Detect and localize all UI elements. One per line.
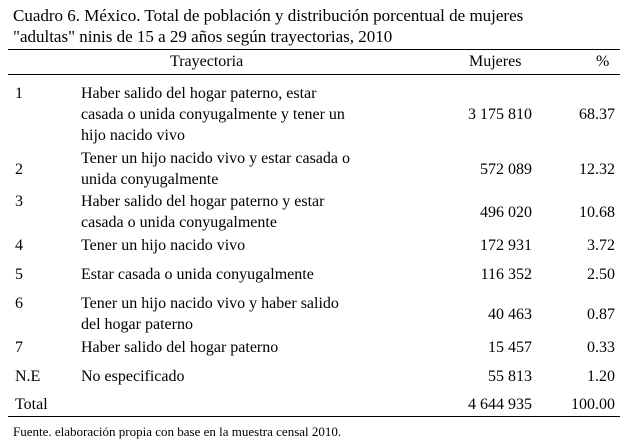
row-ne-number: N.E (15, 368, 41, 385)
table-caption (13, 5, 617, 47)
table-top-rule (8, 49, 620, 50)
caption-line-1: Cuadro 6. México. Total de población y distribución porcentual de mujeres (13, 6, 524, 25)
row-4-trayectoria-line-1: Tener un hijo nacido vivo (81, 237, 246, 254)
row-5-percent: 2.50 (587, 266, 615, 283)
total-label: Total (15, 396, 48, 413)
row-2-percent: 12.32 (579, 161, 615, 178)
row-5-mujeres: 116 352 (480, 266, 532, 283)
row-2-trayectoria-line-2: unida conyugalmente (81, 171, 219, 188)
table-header-rule (8, 74, 620, 75)
row-ne-percent: 1.20 (587, 368, 615, 385)
row-3-number: 3 (15, 193, 23, 210)
row-7-trayectoria-line-1: Haber salido del hogar paterno (81, 339, 279, 356)
row-7-mujeres: 15 457 (488, 339, 532, 356)
row-1-trayectoria-line-2: casada o unida conyugalmente y tener un (81, 106, 345, 123)
row-ne-trayectoria-line-1: No especificado (81, 368, 185, 385)
row-2-mujeres: 572 089 (480, 161, 532, 178)
row-6-number: 6 (15, 295, 23, 312)
row-5-trayectoria-line-1: Estar casada o unida conyugalmente (81, 266, 314, 283)
row-1-number: 1 (15, 85, 23, 102)
row-7-percent: 0.33 (587, 339, 615, 356)
row-1-percent: 68.37 (579, 106, 615, 123)
row-3-trayectoria-line-1: Haber salido del hogar paterno y estar (81, 193, 325, 210)
column-header-mujeres: Mujeres (469, 53, 522, 70)
row-6-trayectoria-line-2: del hogar paterno (81, 316, 193, 333)
column-header-trayectoria: Trayectoria (170, 53, 244, 70)
row-4-mujeres: 172 931 (480, 237, 532, 254)
column-header-percent: % (596, 53, 610, 70)
row-1-trayectoria-line-1: Haber salido del hogar paterno, estar (81, 85, 317, 102)
row-6-percent: 0.87 (587, 306, 615, 323)
row-7-number: 7 (15, 339, 23, 356)
row-3-trayectoria-line-2: casada o unida conyugalmente (81, 214, 277, 231)
row-2-trayectoria-line-1: Tener un hijo nacido vivo y estar casada o (81, 150, 351, 167)
row-1-trayectoria-line-3: hijo nacido vivo (81, 127, 185, 144)
total-percent: 100.00 (571, 396, 615, 413)
table-source-note: Fuente. elaboración propia con base en la muestra censal 2010. (13, 424, 342, 439)
table-bottom-rule (8, 416, 620, 417)
caption-line-2: "adultas" ninis de 15 a 29 años según trayectorias, 2010 (13, 27, 393, 46)
row-6-trayectoria-line-1: Tener un hijo nacido vivo y haber salido (81, 295, 339, 312)
row-4-number: 4 (15, 237, 23, 254)
row-5-number: 5 (15, 266, 23, 283)
row-1-mujeres: 3 175 810 (468, 106, 532, 123)
row-ne-mujeres: 55 813 (488, 368, 532, 385)
row-3-mujeres: 496 020 (480, 204, 532, 221)
total-mujeres: 4 644 935 (468, 396, 532, 413)
row-4-percent: 3.72 (587, 237, 615, 254)
row-2-number: 2 (15, 161, 23, 178)
row-3-percent: 10.68 (579, 204, 615, 221)
row-6-mujeres: 40 463 (488, 306, 532, 323)
